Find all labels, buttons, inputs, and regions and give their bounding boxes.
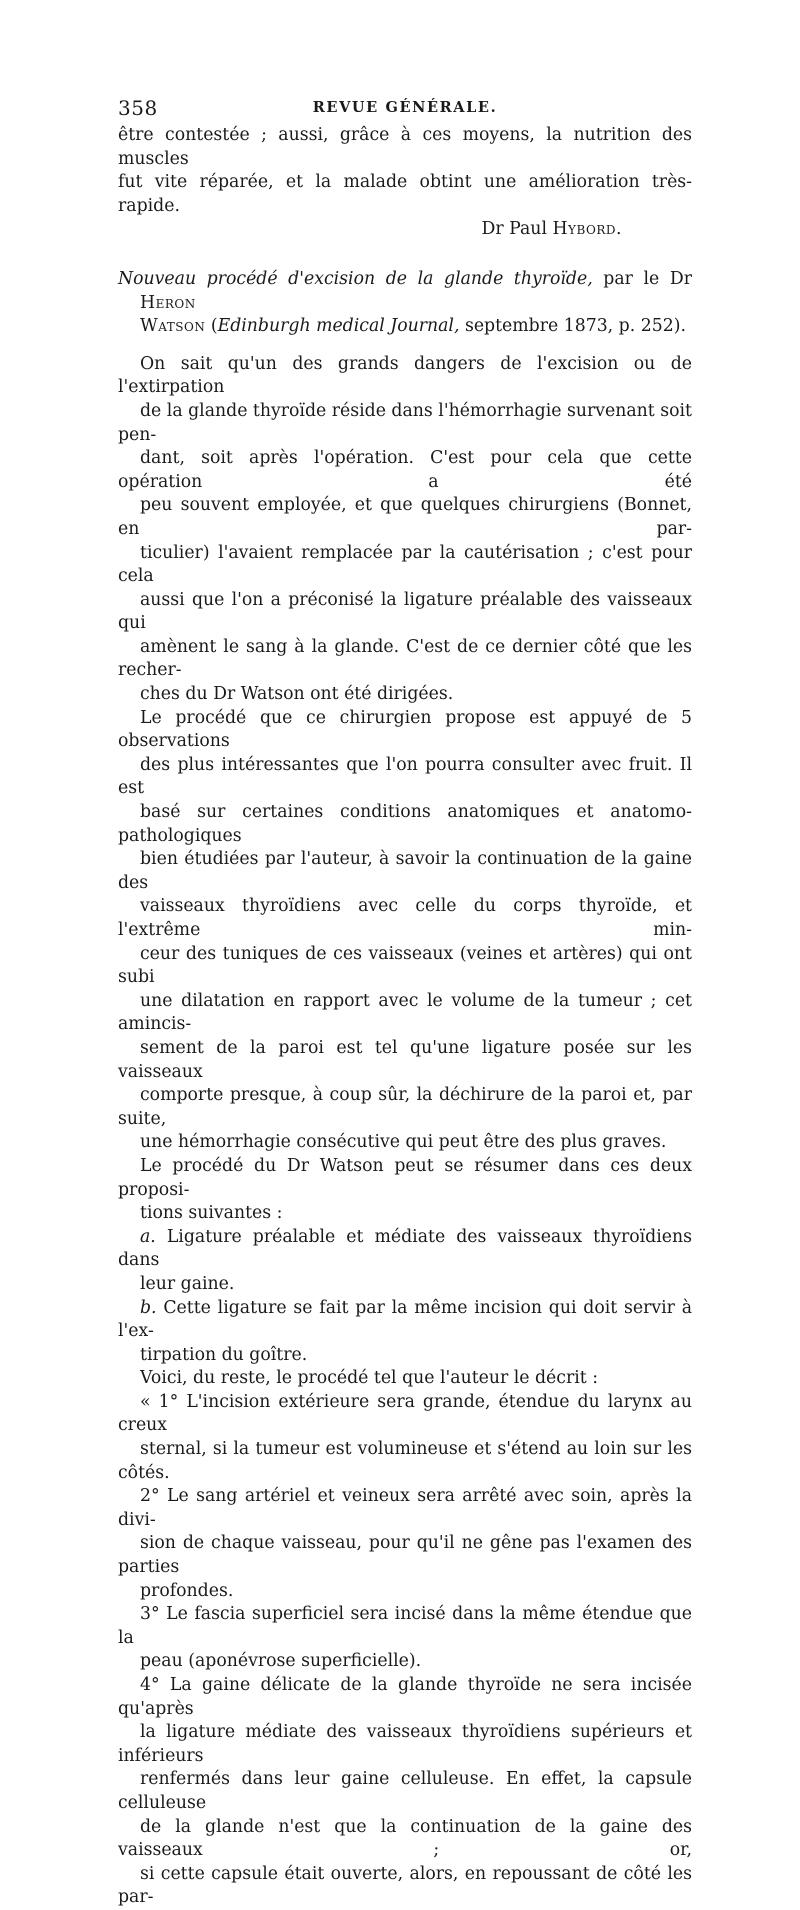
- text-line: renfermés dans leur gaine celluleuse. En effet, la capsule celluleuse: [118, 1769, 692, 1813]
- text-line: Voici, du reste, le procédé tel que l'auteur le décrit :: [140, 1368, 599, 1389]
- signature-name: Hybord.: [552, 219, 622, 240]
- text-line: sement de la paroi est tel qu'une ligature posée sur les vaisseaux: [118, 1037, 692, 1082]
- text-line: sion de chaque vaisseau, pour qu'il ne gêne pas l'examen des parties: [118, 1533, 692, 1578]
- paragraph-intro: [118, 124, 692, 218]
- list-text: Cette ligature se fait par la même incision qui doit servir à l'ex-: [118, 1297, 692, 1342]
- article-author-surname: Watson: [140, 316, 206, 337]
- text-line: On sait qu'un des grands dangers de l'excision ou de l'extirpation: [118, 353, 692, 398]
- text-line: aussi que l'on a préconisé la ligature préalable des vaisseaux qui: [118, 589, 692, 634]
- text-line: Le procédé du Dr Watson peut se résumer dans ces deux proposi-: [118, 1155, 692, 1200]
- article-title-italic: Nouveau procédé d'excision de la glande thyroïde,: [118, 268, 593, 289]
- text-line: basé sur certaines conditions anatomiques et anatomo-pathologiques: [118, 802, 692, 846]
- paragraph-procedure: [118, 707, 692, 1155]
- text-line: fut vite réparée, et la malade obtint une amélioration très-rapide.: [118, 172, 692, 216]
- journal-date: septembre 1873, p. 252).: [459, 316, 686, 337]
- text-line: la ligature médiate des vaisseaux thyroïdiens supérieurs et inférieurs: [118, 1722, 692, 1766]
- text-line: de la glande n'est que la continuation de la gaine des vaisseaux ; or,: [118, 1816, 692, 1861]
- page-number: 358: [118, 96, 158, 120]
- list-item-a: [118, 1226, 692, 1297]
- text-line: vaisseaux thyroïdiens avec celle du corps thyroïde, et l'extrême min-: [118, 896, 692, 940]
- text-line: peau (aponévrose superficielle).: [140, 1651, 422, 1672]
- page-body: [118, 124, 692, 1910]
- list-label-a: a.: [140, 1226, 156, 1247]
- list-text: Ligature préalable et médiate des vaisseaux thyroïdiens dans: [118, 1226, 692, 1271]
- text-line: peu souvent employée, et que quelques chirurgiens (Bonnet, en par-: [118, 495, 692, 539]
- text-line: ches du Dr Watson ont été dirigées.: [140, 684, 454, 705]
- step-1: [118, 1391, 692, 1485]
- paragraph-dangers: [118, 353, 692, 707]
- article-title: Nouveau procédé d'excision de la glande thyroïde, par le Dr Heron Watson (Edinburgh medical Journal, septembre 1873, p. 252).: [118, 268, 692, 337]
- text-line: dant, soit après l'opération. C'est pour cela que cette opération a été: [118, 448, 692, 492]
- paragraph-voici: [118, 1367, 692, 1391]
- signature-prefix: Dr Paul: [481, 219, 553, 240]
- paragraph-summary: [118, 1155, 692, 1226]
- journal-name: Edinburgh medical Journal,: [217, 316, 460, 337]
- text-line: sternal, si la tumeur est volumineuse et s'étend au loin sur les côtés.: [118, 1439, 692, 1483]
- text-line: tions suivantes :: [140, 1203, 283, 1224]
- signature: [118, 218, 692, 242]
- text-line: une hémorrhagie consécutive qui peut être des plus graves.: [140, 1132, 667, 1153]
- text-line: 4° La gaine délicate de la glande thyroïde ne sera incisée qu'après: [118, 1675, 692, 1719]
- step-2: [118, 1485, 692, 1603]
- running-title: REVUE GÉNÉRALE.: [312, 99, 498, 116]
- text-line: [118, 1226, 692, 1273]
- text-line: Le procédé que ce chirurgien propose est appuyé de 5 observations: [118, 707, 692, 752]
- text-line: tirpation du goître.: [140, 1344, 308, 1365]
- text-line: ceur des tuniques de ces vaisseaux (veines et artères) qui ont subi: [118, 943, 692, 988]
- step-4: [118, 1674, 692, 1910]
- article-author: Heron: [140, 292, 196, 313]
- text-line: 3° Le fascia superficiel sera incisé dans la même étendue que la: [118, 1604, 692, 1648]
- text-line: [118, 1297, 692, 1344]
- spacer: [118, 339, 692, 353]
- text-line: bien étudiées par l'auteur, à savoir la continuation de la gaine des: [118, 849, 692, 893]
- page-header: [118, 96, 692, 124]
- text-line: des plus intéressantes que l'on pourra consulter avec fruit. Il est: [118, 754, 692, 799]
- text-line: 2° Le sang artériel et veineux sera arrêté avec soin, après la divi-: [118, 1486, 692, 1530]
- text-line: « 1° L'incision extérieure sera grande, étendue du larynx au creux: [118, 1391, 692, 1436]
- text-line: leur gaine.: [140, 1273, 235, 1294]
- text-line: ticulier) l'avaient remplacée par la cautérisation ; c'est pour cela: [118, 542, 692, 587]
- list-label-b: b.: [140, 1297, 157, 1318]
- article-title-text: par le Dr: [592, 268, 692, 289]
- text-line: si cette capsule était ouverte, alors, en repoussant de côté les par-: [118, 1863, 692, 1908]
- text-line: une dilatation en rapport avec le volume de la tumeur ; cet amincis-: [118, 990, 692, 1035]
- spacer: [118, 242, 692, 268]
- text-line: de la glande thyroïde réside dans l'hémorrhagie survenant soit pen-: [118, 400, 692, 445]
- step-3: [118, 1603, 692, 1674]
- text-line: comporte presque, à coup sûr, la déchirure de la paroi et, par suite,: [118, 1085, 692, 1129]
- list-item-b: [118, 1297, 692, 1368]
- text-line: amènent le sang à la glande. C'est de ce dernier côté que les recher-: [118, 636, 692, 681]
- text-line: profondes.: [140, 1580, 234, 1601]
- text-line: être contestée ; aussi, grâce à ces moyens, la nutrition des muscles: [118, 125, 692, 169]
